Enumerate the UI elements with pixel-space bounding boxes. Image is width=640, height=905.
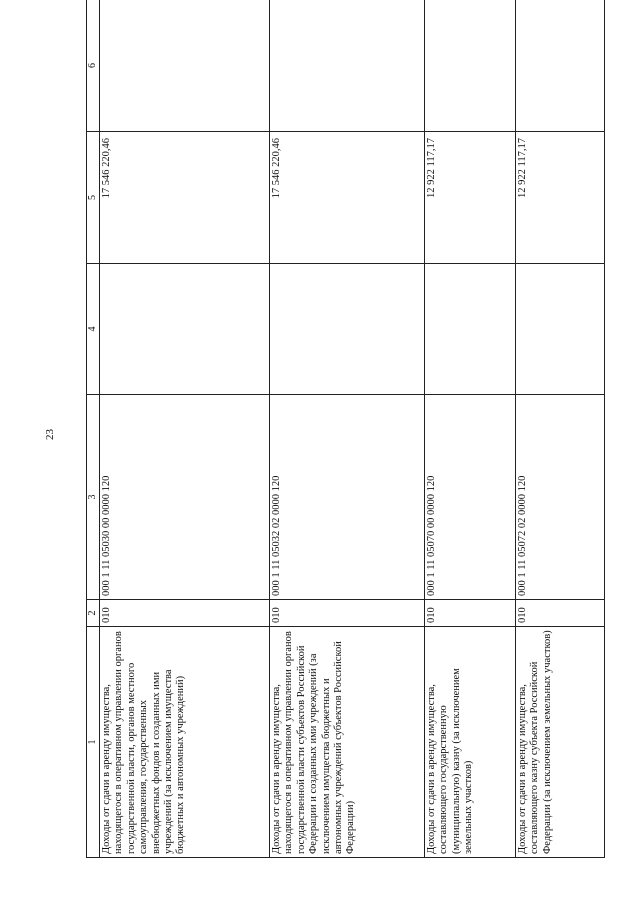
table-row	[516, 0, 605, 858]
row-amount: 17 546 220,46	[270, 132, 425, 264]
row-amount: 12 922 117,17	[516, 132, 605, 264]
row-kbk: 000 1 11 05072 02 0000 120	[516, 395, 605, 600]
row-amount: 12 922 117,17	[425, 132, 516, 264]
header-col-1: 1	[87, 627, 100, 858]
header-col-4: 4	[87, 264, 100, 395]
header-col-3: 3	[87, 395, 100, 600]
header-col-2: 2	[87, 600, 100, 627]
row-col4	[516, 264, 605, 395]
row-name: Доходы от сдачи в аренду имущества, составляющего казну субъекта Российской Федерации (за исключением земельных участков)	[516, 627, 605, 858]
row-col4	[100, 264, 270, 395]
row-col6	[100, 0, 270, 132]
row-col6	[270, 0, 425, 132]
row-col4	[425, 264, 516, 395]
table-row	[270, 0, 425, 858]
row-code: 010	[425, 600, 516, 627]
row-kbk: 000 1 11 05070 00 0000 120	[425, 395, 516, 600]
table-row	[425, 0, 516, 858]
header-col-6: 6	[87, 0, 100, 132]
row-kbk: 000 1 11 05030 00 0000 120	[100, 395, 270, 600]
row-code: 010	[270, 600, 425, 627]
row-name: Доходы от сдачи в аренду имущества, составляющего государственную (муниципальную) казну (за исключением земельных участков)	[425, 627, 516, 858]
page-number: 23	[44, 429, 56, 440]
row-amount: 17 546 220,46	[100, 132, 270, 264]
row-name: Доходы от сдачи в аренду имущества, находящегося в оперативном управлении органов государственной власти, органов местного самоуправления, государственных внебюджетных фондов и созданных ими учреждений (за исключением имущества бюджетных и автономных учреждений)	[100, 627, 270, 858]
row-name: Доходы от сдачи в аренду имущества, находящегося в оперативном управлении органов государственной власти субъектов Российской Федерации и созданных ими учреждений (за исключением имущества бюджетных и автономных учреждений субъектов Российской Федерации)	[270, 627, 425, 858]
table-row	[100, 0, 270, 858]
revenue-table	[86, 0, 605, 858]
row-kbk: 000 1 11 05032 02 0000 120	[270, 395, 425, 600]
row-code: 010	[100, 600, 270, 627]
row-code: 010	[516, 600, 605, 627]
row-col6	[516, 0, 605, 132]
row-col6	[425, 0, 516, 132]
header-col-5: 5	[87, 132, 100, 264]
row-col4	[270, 264, 425, 395]
header-row	[87, 0, 100, 858]
revenue-table-container	[86, 30, 586, 858]
